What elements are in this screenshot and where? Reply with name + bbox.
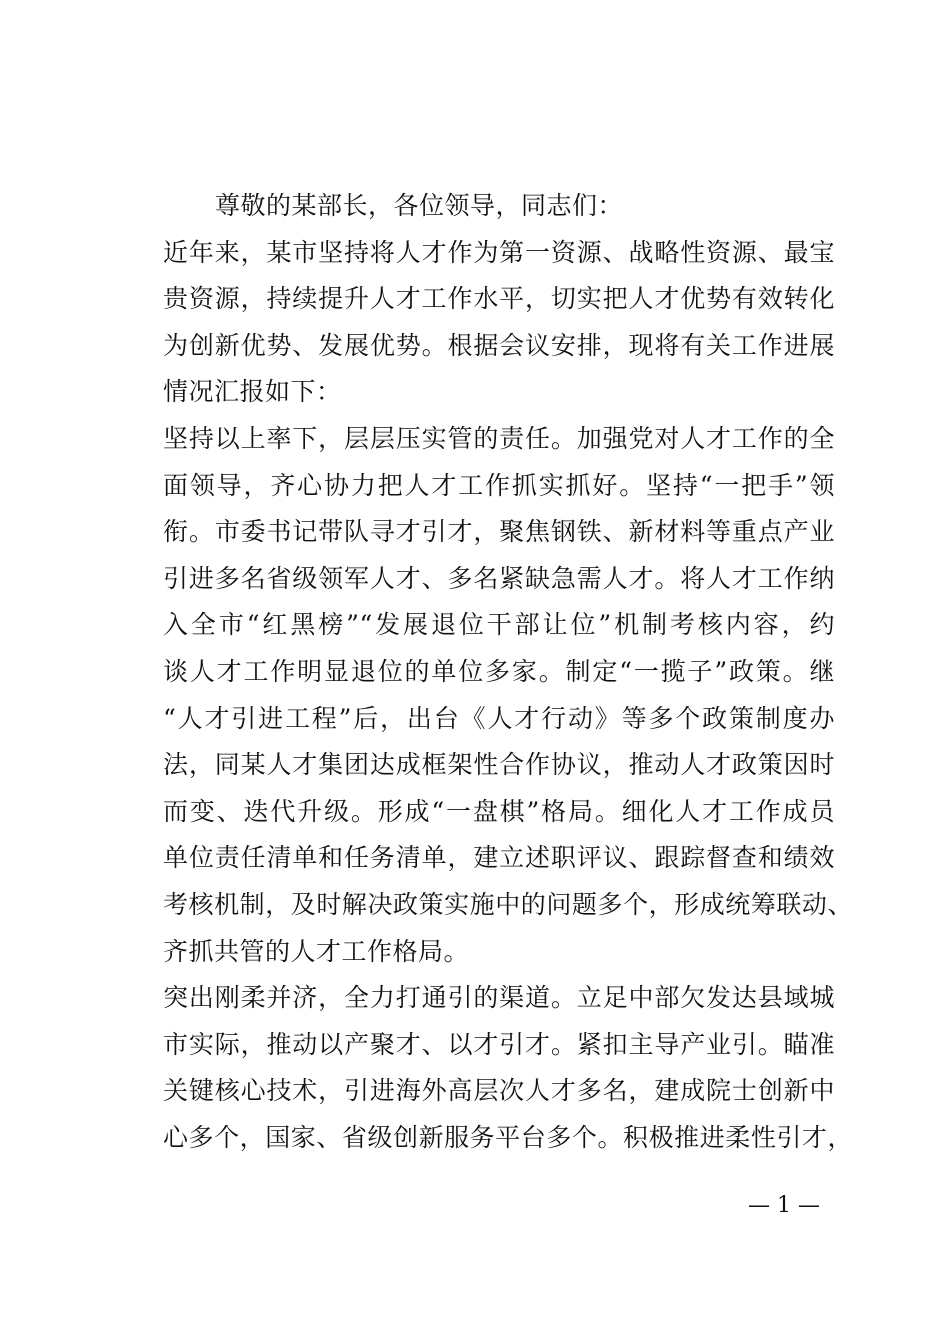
paragraph-line: 心多个，国家、省级创新服务平台多个。积极推进柔性引才， [163,1122,853,1152]
paragraph-line: 法，同某人才集团达成框架性合作协议，推动人才政策因时 [163,750,835,780]
paragraph-line: 而变、迭代升级。形成“一盘棋”格局。细化人才工作成员 [163,796,835,826]
paragraph-line: 为创新优势、发展优势。根据会议安排，现将有关工作进展 [163,330,835,360]
paragraph-line: 近年来，某市坚持将人才作为第一资源、战略性资源、最宝 [163,237,835,267]
body-text [163,183,853,1161]
paragraph-line: 单位责任清单和任务清单，建立述职评议、跟踪督查和绩效 [163,843,835,873]
paragraph-line: 引进多名省级领军人才、多名紧缺急需人才。将人才工作纳 [163,563,835,593]
paragraph-line: 面领导，齐心协力把人才工作抓实抓好。坚持“一把手”领 [163,470,835,500]
paragraph-line: 衔。市委书记带队寻才引才，聚焦钢铁、新材料等重点产业 [163,517,835,547]
paragraph-line: 考核机制，及时解决政策实施中的问题多个，形成统筹联动、 [163,889,853,919]
paragraph-line: 谈人才工作明显退位的单位多家。制定“一揽子”政策。继 [163,656,835,686]
paragraph-line: 坚持以上率下，层层压实管的责任。加强党对人才工作的全 [163,423,835,453]
paragraph-line: 入全市“红黑榜”“发展退位干部让位”机制考核内容，约 [163,610,835,640]
paragraph-line: 突出刚柔并济，全力打通引的渠道。立足中部欠发达县域城 [163,983,835,1013]
paragraph-line: “人才引进工程”后，出台《人才行动》等多个政策制度办 [163,703,835,733]
page-number: — 1 — [748,1193,820,1218]
paragraph-line: 贵资源，持续提升人才工作水平，切实把人才优势有效转化 [163,284,835,314]
paragraph-line: 齐抓共管的人才工作格局。 [163,936,470,966]
greeting-line: 尊敬的某部长，各位领导，同志们： [215,191,624,220]
paragraph-line: 情况汇报如下： [163,377,342,407]
paragraph-line: 市实际，推动以产聚才、以才引才。紧扣主导产业引。瞄准 [163,1029,835,1059]
paragraph-line: 关键核心技术，引进海外高层次人才多名，建成院士创新中 [163,1076,835,1106]
